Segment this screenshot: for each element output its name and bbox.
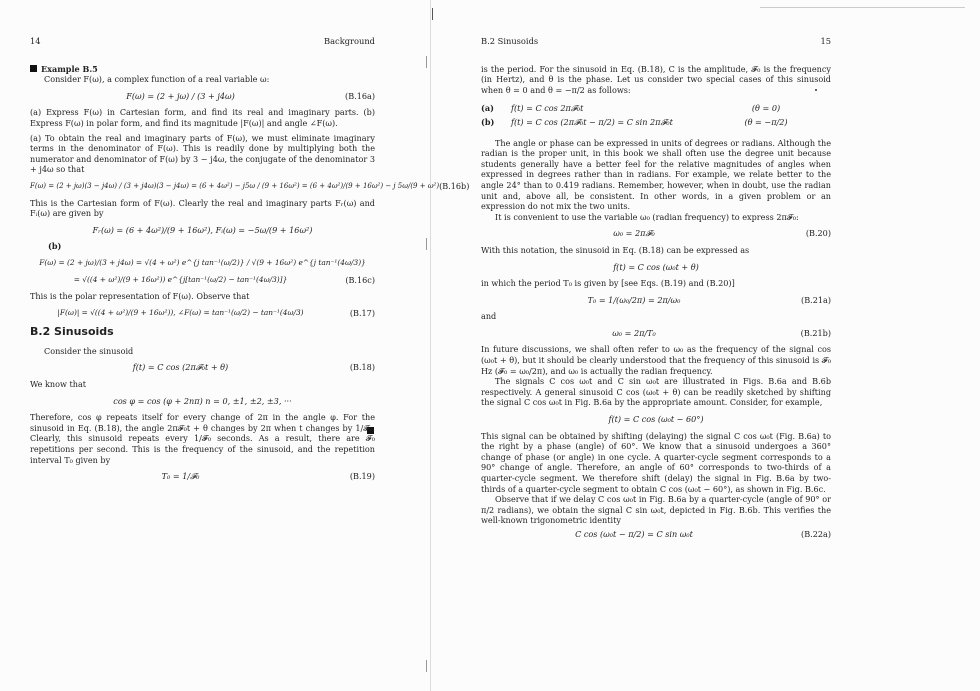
know-text: We know that	[30, 379, 87, 390]
equation-b16a	[30, 91, 375, 102]
equation-body: = √((4 + ω²)/(9 + 16ω²)) e^{j[tan⁻¹(ω/2) − tan⁻¹(4ω/3)]}	[73, 274, 288, 284]
special-cases	[481, 103, 831, 127]
equation-body: f(t) = C cos (ω₀t + θ)	[613, 261, 699, 272]
equation-body: ω₀ = 2π/T₀	[612, 327, 656, 338]
case-label: (a)	[481, 103, 494, 114]
equation-sinusoid-omega	[481, 262, 831, 273]
equation-b20	[481, 228, 831, 239]
cartesian-text: This is the Cartesian form of F(ω). Clearly the real and imaginary parts Fᵣ(ω) and Fᵢ(ω) are given by	[30, 197, 375, 219]
right-page	[481, 36, 831, 546]
period-given-text: in which the period T₀ is given by [see Eqs. (B.19) and (B.20)]	[481, 278, 735, 289]
equation-body: T₀ = 1/(ω₀/2π) = 2π/ω₀	[587, 294, 681, 305]
equation-b16c-line2	[30, 275, 375, 286]
equation-body: F(ω) = (2 + jω)(3 − j4ω) / (3 + j4ω)(3 − j4ω) = (6 + 4ω²) − j5ω / (9 + 16ω²) = (6 + 4ω²)/(9 + 16ω²) − j 5ω/(9 + ω²)	[30, 181, 440, 190]
page-number: 15	[820, 36, 831, 46]
section-title: B.2 Sinusoids	[30, 325, 114, 339]
page-header	[481, 36, 831, 47]
angle-text: The angle or phase can be expressed in units of degrees or radians. Although the radian is the proper unit, in this book we shall often use the degree unit because students generally have a better feel for the relative magnitudes of angles when expressed in degrees rather than in radians. For example, we relate better to the angle 24° than to 0.419 radians. Remember, however, when in doubt, use the radian unit and, above all, be consistent. In other words, in a given problem or an expression do not mix the two units.	[481, 137, 831, 212]
running-head: B.2 Sinusoids	[481, 36, 539, 46]
equation-number: (B.22a)	[801, 528, 831, 539]
equation-b16c-line1	[30, 258, 375, 269]
running-head: Background	[324, 36, 375, 46]
equation-b21b	[481, 328, 831, 339]
equation-cos-periodic	[30, 396, 375, 407]
square-bullet-icon	[30, 65, 37, 72]
gutter-tick	[426, 238, 427, 250]
gutter-tick	[426, 660, 427, 672]
equation-number: (B.21a)	[801, 294, 831, 305]
equation-body: F(ω) = (2 + jω) / (3 + j4ω)	[126, 90, 235, 101]
page-number: 14	[30, 36, 41, 46]
consider-text: Consider the sinusoid	[44, 345, 134, 356]
part-b-label: (b)	[48, 241, 62, 252]
example-title: Example B.5	[41, 63, 98, 74]
equation-b22a	[481, 529, 831, 540]
page-header	[30, 36, 375, 47]
equation-number: (B.16b)	[439, 180, 470, 191]
equation-number: (B.17)	[349, 307, 375, 318]
equation-body: f(t) = C cos (ω₀t − 60°)	[608, 414, 704, 425]
solution-a-text: (a) To obtain the real and imaginary parts of F(ω), we must eliminate imaginary terms in the denominator of F(ω). This is readily done by multiplying both the numerator and denominator of F(ω) by 3 − j4ω, the conjugate of the denominator 3 + j4ω so that	[30, 132, 375, 175]
equation-body: T₀ = 1/𝓕₀	[161, 471, 200, 482]
example-heading	[30, 64, 375, 75]
equation-body: f(t) = C cos (2π𝓕₀t + θ)	[132, 362, 229, 373]
equation-body: F(ω) = (2 + jω)/(3 + j4ω) = √(4 + ω²) e^{j tan⁻¹(ω/2)} / √(9 + 16ω²) e^{j tan⁻¹(4ω/3)}	[39, 257, 366, 267]
equation-b18	[30, 362, 375, 373]
case-condition: (θ = 0)	[751, 103, 781, 114]
therefore-text: Therefore, cos φ repeats itself for every change of 2π in the angle φ. For the sinusoid in Eq. (B.18), the angle 2π𝓕₀t + θ changes by 2π when t changes by 1/𝓕₀. Clearly, this sinusoid repeats every 1/𝓕₀ seconds. As a result, there are 𝓕₀ repetitions per second. This is the frequency of the sinusoid, and the repetition interval T₀ given by	[30, 412, 375, 465]
and-text: and	[481, 311, 497, 322]
equation-b19	[30, 471, 375, 482]
equation-body: Fᵣ(ω) = (6 + 4ω²)/(9 + 16ω²), Fᵢ(ω) = −5ω/(9 + 16ω²)	[92, 224, 313, 235]
problem-statement: (a) Express F(ω) in Cartesian form, and find its real and imaginary parts. (b) Express F(ω) in polar form, and find its magnitude |F(ω)| and angle ∠F(ω).	[30, 107, 375, 128]
equation-number: (B.21b)	[800, 327, 831, 338]
equation-number: (B.16c)	[345, 274, 375, 285]
gutter-tick	[426, 56, 427, 68]
equation-real-imag	[30, 225, 375, 236]
case-b	[481, 117, 831, 128]
gutter-line	[430, 0, 431, 691]
equation-b17	[30, 308, 375, 319]
case-label: (b)	[481, 116, 495, 127]
equation-body: cos φ = cos (φ + 2nπ) n = 0, ±1, ±2, ±3, ···	[113, 395, 292, 406]
crop-mark	[432, 8, 433, 20]
equation-number: (B.18)	[349, 362, 375, 373]
equation-number: (B.20)	[805, 228, 831, 239]
future-text: In future discussions, we shall often refer to ω₀ as the frequency of the signal cos (ω₀t + θ), but it should be clearly understood that the frequency of this sinusoid is 𝓕₀ Hz (𝓕₀ = ω₀/2π), and ω₀ is actually the radian frequency.	[481, 344, 831, 376]
equation-cos-60	[481, 414, 831, 425]
equation-b21a	[481, 295, 831, 306]
equation-body: ω₀ = 2π𝓕₀	[613, 228, 655, 239]
polar-text: This is the polar representation of F(ω). Observe that	[30, 291, 250, 302]
equation-number: (B.16a)	[345, 90, 375, 101]
case-condition: (θ = −π/2)	[744, 116, 788, 127]
equation-body: |F(ω)| = √((4 + ω²)/(9 + 16ω²)), ∠F(ω) = tan⁻¹(ω/2) − tan⁻¹(4ω/3)	[57, 307, 304, 317]
period-text: is the period. For the sinusoid in Eq. (B.18), C is the amplitude, 𝓕₀ is the frequency (in Hertz), and θ is the phase. Let us consider two special cases of this sinusoid when θ = 0 and θ = −π/2 as follows:	[481, 63, 831, 95]
notation-text: With this notation, the sinusoid in Eq. (B.18) can be expressed as	[481, 244, 750, 255]
case-equation: f(t) = C cos (2π𝓕₀t − π/2) = C sin 2π𝓕₀t	[511, 116, 673, 127]
case-a	[481, 103, 831, 114]
equation-b16b	[30, 180, 470, 192]
shift-text: This signal can be obtained by shifting (delaying) the signal C cos ω₀t (Fig. B.6a) to the right by a phase (angle) of 60°. We know that a sinusoid undergoes a 360° change of phase (or angle) in one cycle. A quarter-cycle segment corresponds to a 90° change of angle. Therefore, an angle of 60° corresponds to two-thirds of a quarter-cycle segment. We therefore shift (delay) the signal in Fig. B.6a by two-thirds of a quarter-cycle segment to obtain C cos (ω₀t − 60°), as shown in Fig. B.6c.	[481, 430, 831, 494]
equation-number: (B.19)	[349, 471, 375, 482]
signals-text: The signals C cos ω₀t and C sin ω₀t are illustrated in Figs. B.6a and B.6b respectively. A general sinusoid C cos (ω₀t + θ) can be readily sketched by shifting the signal C cos ω₀t in Fig. B.6a by the appropriate amount. Consider, for example,	[481, 376, 831, 408]
case-equation: f(t) = C cos 2π𝓕₀t	[511, 103, 584, 114]
left-page	[30, 36, 470, 488]
top-rule	[760, 7, 965, 8]
example-intro: Consider F(ω), a complex function of a real variable ω:	[44, 74, 270, 85]
equation-body: C cos (ω₀t − π/2) = C sin ω₀t	[575, 528, 693, 539]
convenient-text: It is convenient to use the variable ω₀ (radian frequency) to express 2π𝓕₀:	[495, 211, 799, 222]
observe-text: Observe that if we delay C cos ω₀t in Fig. B.6a by a quarter-cycle (angle of 90° or π/2 radians), we obtain the signal C sin ω₀t, depicted in Fig. B.6b. This verifies the well-known trigonometric identity	[481, 494, 831, 526]
